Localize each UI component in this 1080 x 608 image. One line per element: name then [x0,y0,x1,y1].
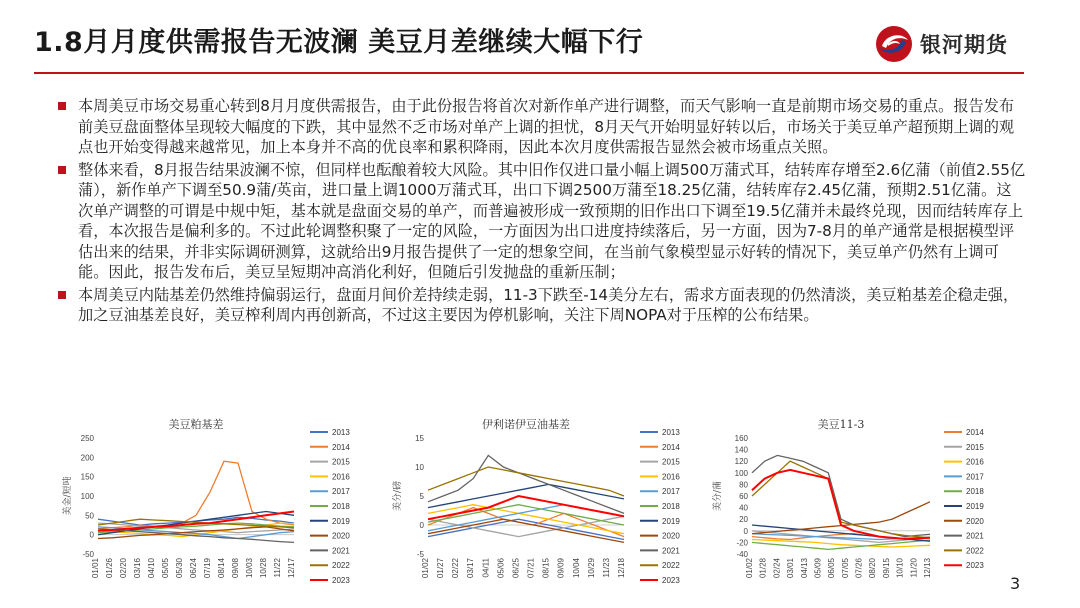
y-tick-label: 200 [80,453,94,463]
chart-svg [62,416,360,594]
x-tick-label: 10/04 [571,558,581,579]
y-axis-label: 美分/蒲 [713,480,723,512]
legend-label: 2021 [332,546,350,556]
y-tick-label: 50 [85,511,94,521]
x-tick-label: 07/26 [854,558,864,579]
y-axis-label: 美分/磅 [393,480,403,512]
x-tick-label: 05/09 [813,558,823,579]
page-number: 3 [1010,574,1021,593]
x-tick-label: 06/24 [189,558,198,579]
x-tick-label: 03/01 [786,558,796,579]
legend-label: 2014 [966,428,984,437]
y-tick-label: 0 [743,526,748,536]
page-title: 1.8月月度供需报告无波澜 美豆月差继续大幅下行 [34,27,644,58]
legend-label: 2023 [332,576,350,585]
x-tick-label: 10/10 [895,558,905,579]
chart-illinois-oil-basis [392,416,688,594]
legend-label: 2017 [662,487,680,497]
y-tick-label: -20 [736,538,748,548]
galaxy-logo-icon [874,24,914,64]
y-tick-label: 100 [734,468,748,478]
legend-label: 2017 [332,487,350,497]
legend-label: 2021 [966,531,984,541]
x-tick-label: 02/24 [772,558,782,579]
legend-label: 2016 [662,472,680,482]
legend-label: 2020 [332,531,350,541]
x-tick-label: 07/19 [203,558,212,579]
x-tick-label: 10/03 [245,558,254,579]
x-tick-label: 07/05 [840,558,850,579]
x-tick-label: 04/13 [799,558,809,579]
legend-label: 2018 [332,502,350,511]
y-tick-label: -5 [416,550,424,559]
legend-label: 2020 [966,516,984,526]
x-tick-label: 02/22 [451,558,461,579]
legend-label: 2020 [662,531,680,541]
x-tick-label: 01/27 [436,558,446,579]
chart-title: 伊利诺伊豆油基差 [482,418,570,431]
x-tick-label: 03/16 [133,558,142,579]
legend-label: 2022 [332,561,350,571]
y-tick-label: 0 [419,521,424,530]
x-tick-label: 12/18 [617,558,626,579]
series-line-2017 [428,505,624,531]
x-tick-label: 08/15 [541,558,551,579]
x-tick-label: 03/17 [466,558,476,579]
legend-label: 2022 [662,561,680,571]
y-tick-label: 20 [739,515,748,525]
legend-label: 2017 [966,472,984,482]
x-tick-label: 09/15 [881,558,891,579]
x-tick-label: 09/08 [231,558,240,579]
x-tick-label: 11/23 [601,558,611,578]
legend-label: 2014 [662,442,680,452]
legend-label: 2019 [332,516,350,526]
legend-label: 2014 [332,442,350,452]
chart-title: 美豆11-3 [817,418,865,431]
x-tick-label: 10/28 [259,558,268,579]
x-tick-label: 09/09 [556,558,566,579]
y-tick-label: 60 [739,492,748,501]
y-tick-label: 15 [415,434,424,443]
x-tick-label: 01/02 [421,558,430,579]
x-tick-label: 11/20 [909,558,919,578]
chart-soy-11-3 [712,416,992,594]
y-tick-label: 80 [739,480,748,490]
x-tick-label: 08/20 [868,558,878,579]
x-tick-label: 11/22 [273,558,282,578]
y-tick-label: -50 [82,550,94,559]
x-tick-label: 01/26 [105,558,114,579]
x-tick-label: 01/01 [91,558,100,579]
legend-label: 2018 [662,502,680,511]
legend-label: 2015 [332,457,350,467]
x-tick-label: 02/20 [119,558,128,579]
x-tick-label: 06/05 [827,558,837,579]
legend-label: 2016 [966,457,984,467]
x-tick-label: 06/25 [511,558,521,579]
y-tick-label: -40 [736,550,748,559]
legend-label: 2021 [662,546,680,556]
x-tick-label: 10/29 [586,558,596,579]
x-tick-label: 05/30 [175,558,184,579]
y-tick-label: 100 [80,492,94,501]
x-tick-label: 07/21 [526,558,536,579]
chart-meal-basis [62,416,360,594]
bullet-list [58,96,1026,326]
y-tick-label: 250 [80,434,94,443]
legend-label: 2023 [966,561,984,571]
legend-label: 2023 [662,576,680,585]
x-tick-label: 01/28 [758,558,768,579]
y-tick-label: 160 [734,434,748,443]
series-line-2014 [98,461,294,529]
x-tick-label: 04/11 [481,558,491,578]
chart-title: 美豆粕基差 [168,418,224,431]
x-tick-label: 05/06 [496,558,506,579]
legend-label: 2022 [966,546,984,556]
y-tick-label: 10 [415,463,424,472]
brand-logo [874,24,1008,64]
x-tick-label: 08/14 [217,558,226,579]
legend-label: 2019 [966,502,984,511]
x-tick-label: 01/02 [745,558,754,579]
chart-svg [392,416,688,594]
y-tick-label: 0 [89,530,94,540]
legend-label: 2013 [332,428,350,437]
series-line-2022 [428,467,624,496]
y-tick-label: 140 [734,445,748,455]
title-divider [34,72,1024,74]
chart-svg [712,416,992,594]
legend-label: 2015 [662,457,680,467]
y-tick-label: 120 [734,457,748,467]
bullet-3: 本周美豆内陆基差仍然维持偏弱运行，盘面月间价差持续走弱，11-3下跌至-14美分左右，需求方面表现的仍然清淡，美豆粕基差企稳走强，加之豆油基差良好，美豆榨利周内再创新高，不过这主要因为停机影响，关注下周NOPA对于压榨的公布结果。 [58,285,1026,326]
y-tick-label: 40 [739,503,748,513]
x-tick-label: 12/17 [287,558,296,579]
legend-label: 2016 [332,472,350,482]
x-tick-label: 12/13 [923,558,932,579]
x-tick-label: 05/05 [161,558,170,579]
bullet-2: 整体来看，8月报告结果波澜不惊，但同样也酝酿着较大风险。其中旧作仅进口量小幅上调500万蒲式耳，结转库存增至2.6亿蒲（前值2.55亿蒲），新作单产下调至50.9蒲/英亩，进口量上调1000万蒲式耳，出口下调2500万蒲至18.25亿蒲，结转库存2.45亿蒲，预期2.51亿蒲。这次单产调整的可谓是中规中矩，基本就是盘面交易的单产，而普遍被形成一致预期的旧作出口下调至19.5亿蒲并未最终兑现，因而结转库存上看，本次报告是偏利多的。不过此轮调整积聚了一定的风险，一方面因为出口进度持续落后，另一方面，因为7-8月的单产通常是根据模型评估出来的结果，并非实际调研测算，这就给出9月报告提供了一定的想象空间，在当前气象模型显示好转的情况下，美豆单产仍然有上调可能。因此，报告发布后，美豆呈短期冲高消化利好，但随后引发抛盘的重新压制； [58,160,1026,283]
series-line-2021 [428,455,624,513]
legend-label: 2018 [966,487,984,497]
y-tick-label: 150 [80,472,94,482]
series-line-2023 [752,470,930,539]
y-axis-label: 美金/短吨 [63,476,73,516]
y-tick-label: 5 [419,492,424,501]
legend-label: 2015 [966,442,984,452]
brand-name: 银河期货 [920,33,1008,57]
x-tick-label: 04/10 [147,558,156,579]
bullet-1: 本周美豆市场交易重心转到8月月度供需报告，由于此份报告将首次对新作单产进行调整，而天气影响一直是前期市场交易的重点。报告发布前美豆盘面整体呈现较大幅度的下跌，其中显然不乏市场对单产上调的担忧，8月天气开始明显好转以后，市场关于美豆单产超预期上调的观点也开始变得越来越常见，加上本身并不高的优良率和累积降雨，因此本次月度供需报告显然会被市场重点关照。 [58,96,1026,158]
legend-label: 2019 [662,516,680,526]
legend-label: 2013 [662,428,680,437]
